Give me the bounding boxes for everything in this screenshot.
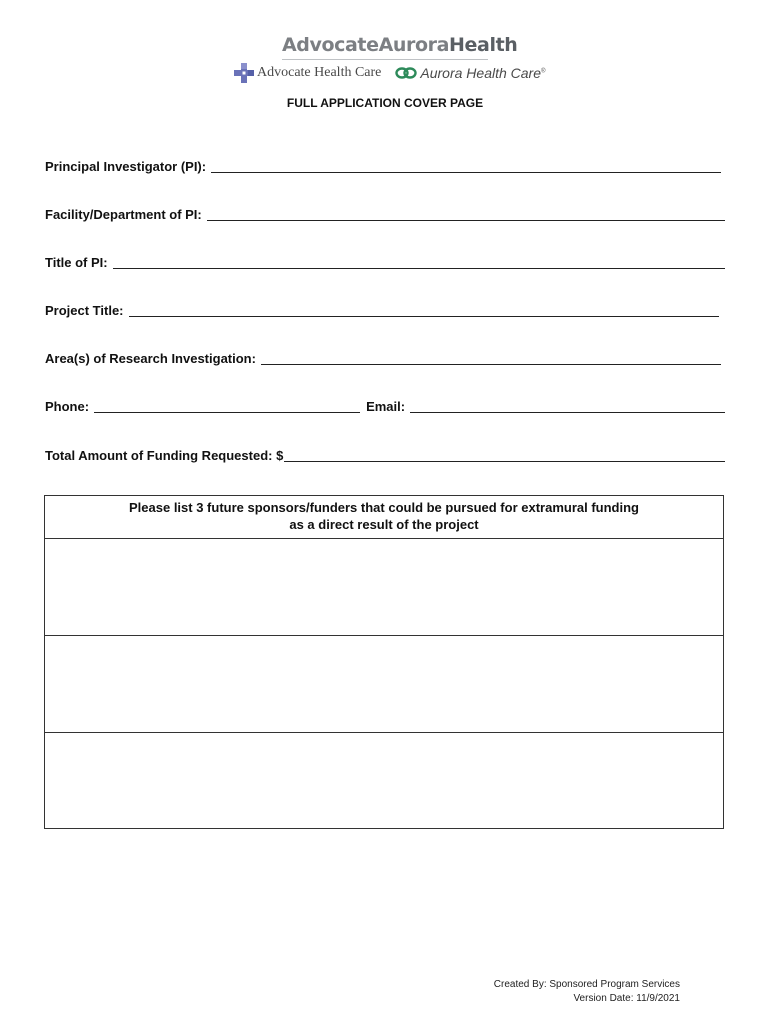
logo-wordmark xyxy=(282,34,517,56)
facility-field[interactable] xyxy=(45,206,725,224)
sponsor-entry-1[interactable] xyxy=(45,539,723,636)
research-areas-input-line[interactable] xyxy=(261,350,721,365)
sponsors-table-header xyxy=(45,496,723,539)
logo-divider xyxy=(282,59,488,60)
project-title-field[interactable] xyxy=(45,302,719,320)
project-title-label: Project Title: xyxy=(45,303,124,318)
registered-mark: ® xyxy=(541,68,546,75)
footer-created-by: Created By: Sponsored Program Services xyxy=(493,979,680,990)
funding-input-line[interactable] xyxy=(284,447,725,462)
pi-title-input-line[interactable] xyxy=(113,254,725,269)
pi-title-field[interactable] xyxy=(45,254,725,272)
research-areas-field[interactable] xyxy=(45,350,721,368)
aurora-rings-icon xyxy=(395,66,417,80)
footer-version-date: Version Date: 11/9/2021 xyxy=(573,993,680,1004)
pi-label: Principal Investigator (PI): xyxy=(45,159,207,174)
phone-label: Phone: xyxy=(45,399,90,414)
organization-logo xyxy=(230,34,550,86)
advocate-cross-icon xyxy=(233,62,255,84)
funding-label: Total Amount of Funding Requested: $ xyxy=(45,448,284,463)
sponsors-table xyxy=(44,495,724,829)
facility-label: Facility/Department of PI: xyxy=(45,207,202,222)
aurora-health-care-name xyxy=(420,65,545,81)
facility-input-line[interactable] xyxy=(207,206,725,221)
funding-field[interactable] xyxy=(45,447,725,465)
sponsors-header-line2: as a direct result of the project xyxy=(289,517,479,532)
logo-subbrands xyxy=(233,62,545,84)
project-title-input-line[interactable] xyxy=(129,302,719,317)
sponsors-header-line1: Please list 3 future sponsors/funders that could be pursued for extramural funding xyxy=(129,500,639,515)
sponsor-entry-3[interactable] xyxy=(45,733,723,830)
sponsor-entry-2[interactable] xyxy=(45,636,723,733)
logo-wordmark-part1: AdvocateAurora xyxy=(282,34,450,56)
email-label: Email: xyxy=(366,399,406,414)
logo-wordmark-part2: Health xyxy=(449,34,518,56)
advocate-health-care-name: Advocate Health Care xyxy=(257,65,382,80)
pi-field[interactable] xyxy=(45,158,721,176)
pi-input-line[interactable] xyxy=(211,158,721,173)
email-input-line[interactable] xyxy=(410,398,725,413)
research-areas-label: Area(s) of Research Investigation: xyxy=(45,351,256,366)
aurora-health-care-text: Aurora Health Care xyxy=(420,65,542,81)
page-title: FULL APPLICATION COVER PAGE xyxy=(286,96,484,110)
phone-input-line[interactable] xyxy=(94,398,360,413)
document-footer xyxy=(494,978,680,1006)
pi-title-label: Title of PI: xyxy=(45,255,108,270)
phone-email-row xyxy=(45,398,725,416)
